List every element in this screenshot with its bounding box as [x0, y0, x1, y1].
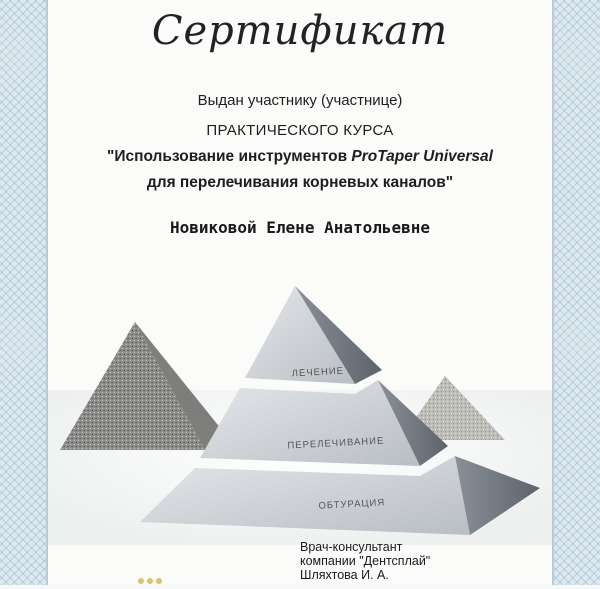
consultant-block: [300, 540, 430, 582]
consultant-company: компании "Дентсплай": [300, 554, 431, 568]
consultant-role: Врач-консультант: [300, 540, 403, 554]
consultant-name: Шляхтова И. А.: [300, 568, 389, 582]
course-type-text: ПРАКТИЧЕСКОГО КУРСА: [206, 122, 394, 139]
course-title-line2: для перелечивания корневых каналов": [146, 174, 454, 191]
pyramid-illustration: [0, 270, 600, 545]
tier-label-treatment: ЛЕЧЕНИЕ: [291, 365, 345, 380]
recipient-name: Новиковой Елене Анатольевне: [169, 218, 431, 237]
course-brand: ProTaper Universal: [351, 148, 493, 165]
course-title-prefix: "Использование инструментов: [107, 148, 352, 165]
course-title-line1: [0, 148, 600, 166]
decorative-dots: [138, 571, 165, 589]
certificate-title: Сертификат: [151, 8, 449, 54]
tier-label-obturation: ОБТУРАЦИЯ: [318, 497, 386, 512]
issued-to-text: Выдан участнику (участнице): [197, 92, 403, 109]
tier-label-retreatment: ПЕРЕЛЕЧИВАНИЕ: [287, 435, 385, 452]
